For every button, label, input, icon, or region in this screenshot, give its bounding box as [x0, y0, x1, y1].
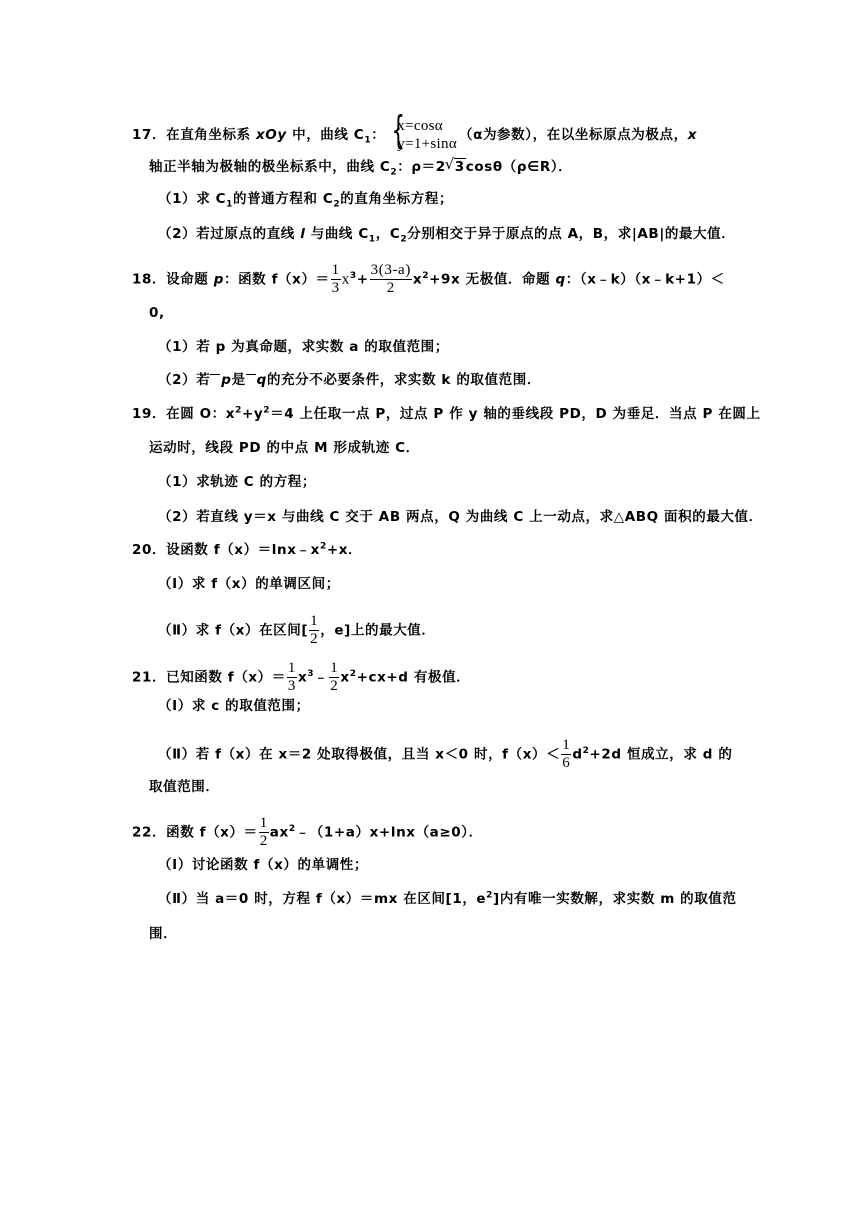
q21-line1: 21．已知函数 f（x）＝ $\frac{1}{3}$ $x^3﹣$ $\frac{1}{2}$ $x^2+cx+d$ 有极值． — [132, 660, 471, 694]
negation-bar — [210, 374, 220, 377]
q19-number: 19． — [132, 406, 167, 422]
fraction: $\frac{1}{3}$ — [287, 660, 296, 694]
sqrt-symbol: √ 3 — [444, 155, 465, 175]
parametric-system: { x=cosα y=1+sinα — [391, 108, 457, 152]
q20-number: 20． — [132, 542, 167, 558]
fraction: $\frac{1}{2}$ — [259, 815, 268, 849]
q17-line1: 17．在直角坐标系 xOy 中，曲线 $C_1$： { x=cosα y=1+sinα （α为参数），在以坐标原点为极点，x — [132, 108, 698, 152]
q19-line2: 运动时，线段 PD 的中点 M 形成轨迹 C． — [149, 440, 420, 456]
q21-part1: （Ⅰ）求 c 的取值范围； — [158, 698, 310, 714]
q20-line1: 20．设函数 $f(x)=\ln x﹣x^2+x$． — [132, 541, 363, 558]
q22-number: 22． — [132, 824, 167, 841]
fraction: $\frac{1}{3}$ — [331, 262, 340, 296]
q21-part2-line2: 取值范围． — [149, 779, 220, 795]
negation-bar — [246, 374, 256, 377]
q21-part2: （Ⅱ）若 f（x）在 x＝2 处取得极值，且当 x＜0 时，f（x）＜ $\frac{1}{6}$ $d^2+2d$ 恒成立，求 d 的 — [158, 737, 733, 771]
q19-part2: （2）若直线 y＝x 与曲线 C 交于 AB 两点，Q 为曲线 C 上一动点，求△ABQ 面积的最大值． — [158, 509, 763, 525]
q22-line1: 22．函数 f（x）＝ $\frac{1}{2}$ $ax^2﹣(1+a)x+\ln x(a\ge 0)$． — [132, 815, 483, 849]
q17-part1: （1）求 $C_1$的普通方程和 $C_2$的直角坐标方程； — [158, 191, 454, 210]
left-brace-icon: { — [391, 108, 406, 152]
fraction: $\frac{3(3-a)}{2}$ — [370, 262, 411, 296]
q18-line1: 18．设命题 p：函数 f（x）＝ $\frac{1}{3}$ $x^3+$ $\frac{3(3-a)}{2}$ $x^2+9x$ 无极值．命题 q：（x﹣k）（x﹣k+1）＜ — [132, 262, 725, 296]
q19-part1: （1）求轨迹 C 的方程； — [158, 474, 317, 490]
q20-part2: （Ⅱ）求 f（x）在区间[ $\frac{1}{2}$ ，e]上的最大值． — [158, 613, 436, 647]
q21-number: 21． — [132, 669, 167, 686]
q17-part2: （2）若过原点的直线 l 与曲线 $C_1$，$C_2$分别相交于异于原点的点 A，B，求|AB|的最大值． — [158, 226, 736, 245]
q18-part2: （2）若 p是 q的充分不必要条件，求实数 k 的取值范围． — [158, 372, 541, 388]
q22-part1: （Ⅰ）讨论函数 f（x）的单调性； — [158, 857, 369, 873]
q22-part2-line2: 围． — [149, 926, 178, 942]
q17-line2: 轴正半轴为极轴的极坐标系中，曲线 $C_2$：ρ＝2 √ 3cosθ（ρ∈R）． — [149, 155, 573, 178]
q18-line2: 0, — [149, 305, 165, 321]
q17-number: 17． — [132, 127, 167, 143]
fraction: $\frac{1}{2}$ — [310, 613, 319, 647]
q22-part2: （Ⅱ）当 a＝0 时，方程 f（x）＝mx 在区间[1，$e^2$]内有唯一实数解，求实数 m 的取值范 — [158, 890, 737, 907]
q20-part1: （Ⅰ）求 f（x）的单调区间； — [158, 576, 340, 592]
fraction: $\frac{1}{2}$ — [330, 660, 339, 694]
q19-line1: 19．在圆 O：$x^2+y^2=4$ 上任取一点 P，过点 P 作 y 轴的垂线段 PD，D 为垂足．当点 P 在圆上 — [132, 405, 761, 422]
fraction: $\frac{1}{6}$ — [562, 737, 571, 771]
q18-number: 18． — [132, 271, 167, 288]
q18-part1: （1）若 p 为真命题，求实数 a 的取值范围； — [158, 339, 449, 355]
